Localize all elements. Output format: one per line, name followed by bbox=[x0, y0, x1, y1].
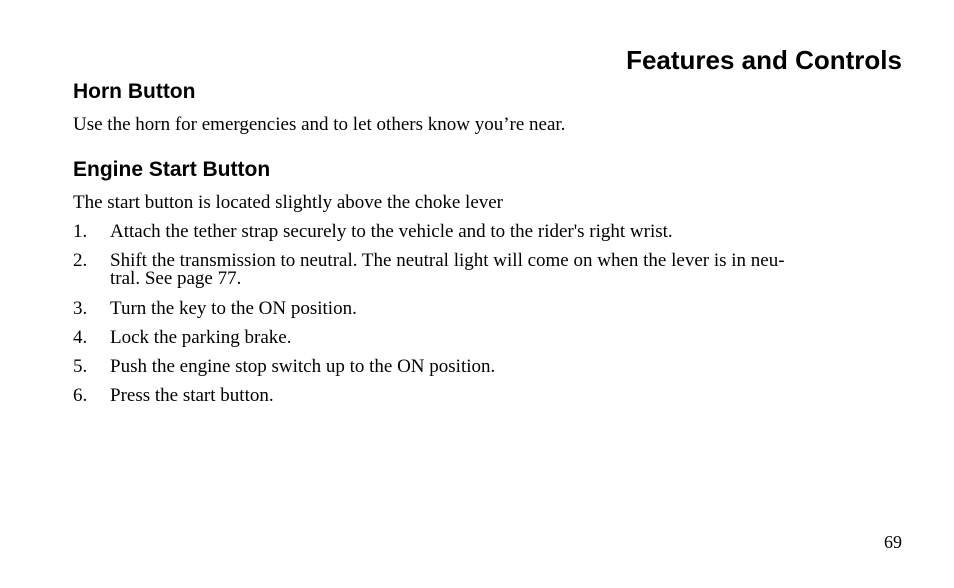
engine-start-heading: Engine Start Button bbox=[73, 158, 271, 181]
step-text: Shift the transmission to neutral. The neutral light will come on when the lever is in neu- bbox=[110, 250, 785, 271]
section-title: Features and Controls bbox=[626, 45, 902, 75]
step-number: 5. bbox=[73, 356, 88, 377]
step-number: 6. bbox=[73, 385, 88, 406]
step-number: 2. bbox=[73, 250, 88, 271]
step-item bbox=[73, 298, 903, 320]
step-text: Lock the parking brake. bbox=[110, 327, 292, 348]
step-item bbox=[73, 385, 903, 407]
horn-button-description: Use the horn for emergencies and to let others know you’re near. bbox=[73, 114, 566, 135]
page-number: 69 bbox=[884, 532, 902, 552]
step-text: Press the start button. bbox=[110, 385, 274, 406]
engine-start-intro: The start button is located slightly above the choke lever bbox=[73, 192, 504, 213]
step-number: 3. bbox=[73, 298, 88, 319]
step-number: 1. bbox=[73, 221, 88, 242]
step-text: Attach the tether strap securely to the vehicle and to the rider's right wrist. bbox=[110, 221, 673, 242]
step-text-continued: tral. See page 77. bbox=[110, 268, 242, 289]
step-item bbox=[73, 250, 903, 288]
step-text: Push the engine stop switch up to the ON position. bbox=[110, 356, 496, 377]
horn-button-heading: Horn Button bbox=[73, 80, 196, 103]
step-item bbox=[73, 327, 903, 349]
step-text: Turn the key to the ON position. bbox=[110, 298, 357, 319]
step-item bbox=[73, 356, 903, 378]
step-number: 4. bbox=[73, 327, 88, 348]
engine-start-steps bbox=[73, 221, 903, 414]
step-item bbox=[73, 221, 903, 243]
